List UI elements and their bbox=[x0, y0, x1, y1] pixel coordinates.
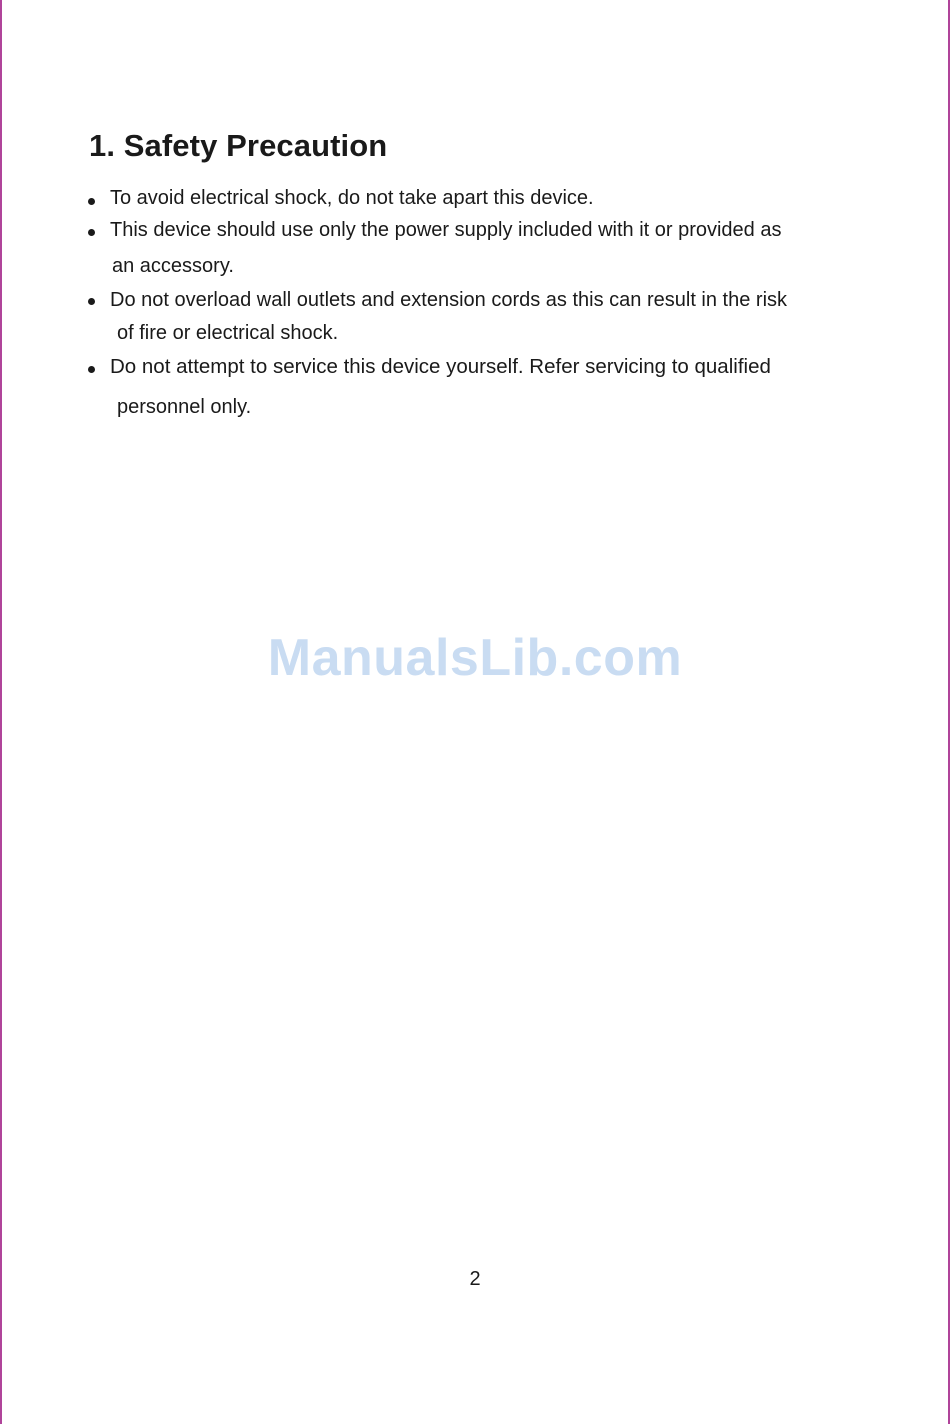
precaution-text-continued: personnel only. bbox=[117, 396, 252, 418]
watermark: ManualsLib.com bbox=[267, 629, 683, 687]
bullet-dot-icon bbox=[88, 198, 95, 205]
bullet-dot-icon bbox=[88, 298, 95, 305]
precaution-text-continued: of fire or electrical shock. bbox=[117, 322, 339, 344]
precaution-text: Do not overload wall outlets and extension cords as this can result in the risk bbox=[110, 289, 788, 311]
precaution-text: This device should use only the power supply included with it or provided as bbox=[110, 219, 782, 241]
precaution-text: Do not attempt to service this device yourself. Refer servicing to qualified bbox=[110, 355, 771, 378]
precaution-text-continued: an accessory. bbox=[112, 255, 234, 277]
page-number: 2 bbox=[469, 1268, 481, 1290]
bullet-dot-icon bbox=[88, 366, 95, 373]
bullet-dot-icon bbox=[88, 229, 95, 236]
precaution-text: To avoid electrical shock, do not take apart this device. bbox=[110, 187, 594, 209]
page-edge-left bbox=[0, 0, 2, 1424]
section-title: 1. Safety Precaution bbox=[89, 128, 388, 163]
